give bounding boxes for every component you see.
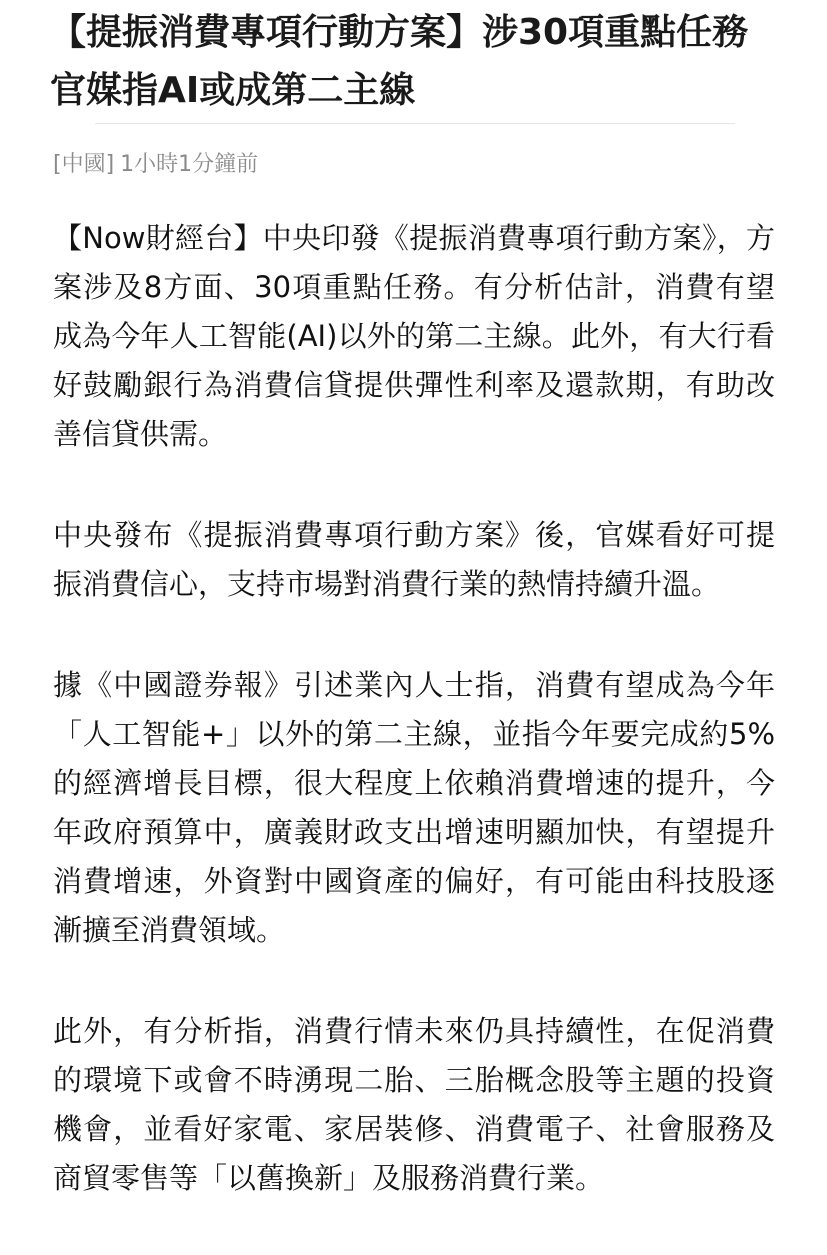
- article-body: [53, 214, 775, 1255]
- article-region: [中國]: [53, 152, 115, 177]
- article-meta: [53, 148, 258, 182]
- headline-divider: [95, 123, 735, 124]
- article-paragraph: 據《中國證券報》引述業內人士指，消費有望成為今年「人工智能+」以外的第二主線，並指今年要完成約5%的經濟增長目標，很大程度上依賴消費增速的提升，今年政府預算中，廣義財政支出增速明顯加快，有望提升消費增速，外資對中國資產的偏好，有可能由科技股逐漸擴至消費領域。: [53, 668, 775, 947]
- article-headline: 【提振消費專項行動方案】涉30項重點任務 官媒指AI或成第二主線: [50, 12, 749, 111]
- article-paragraph: 【Now財經台】中央印發《提振消費專項行動方案》，方案涉及8方面、30項重點任務。有分析估計，消費有望成為今年人工智能(AI)以外的第二主線。此外，有大行看好鼓勵銀行為消費信貸提供彈性利率及還款期，有助改善信貸供需。: [53, 221, 775, 451]
- article-paragraph: 中央發布《提振消費專項行動方案》後，官媒看好可提振消費信心，支持市場對消費行業的熱情持續升溫。: [53, 518, 775, 601]
- article-timestamp: 1小時1分鐘前: [120, 152, 259, 177]
- article-paragraph: 此外，有分析指，消費行情未來仍具持續性，在促消費的環境下或會不時湧現二胎、三胎概念股等主題的投資機會，並看好家電、家居裝修、消費電子、社會服務及商貿零售等「以舊換新」及服務消費行業。: [53, 1014, 775, 1195]
